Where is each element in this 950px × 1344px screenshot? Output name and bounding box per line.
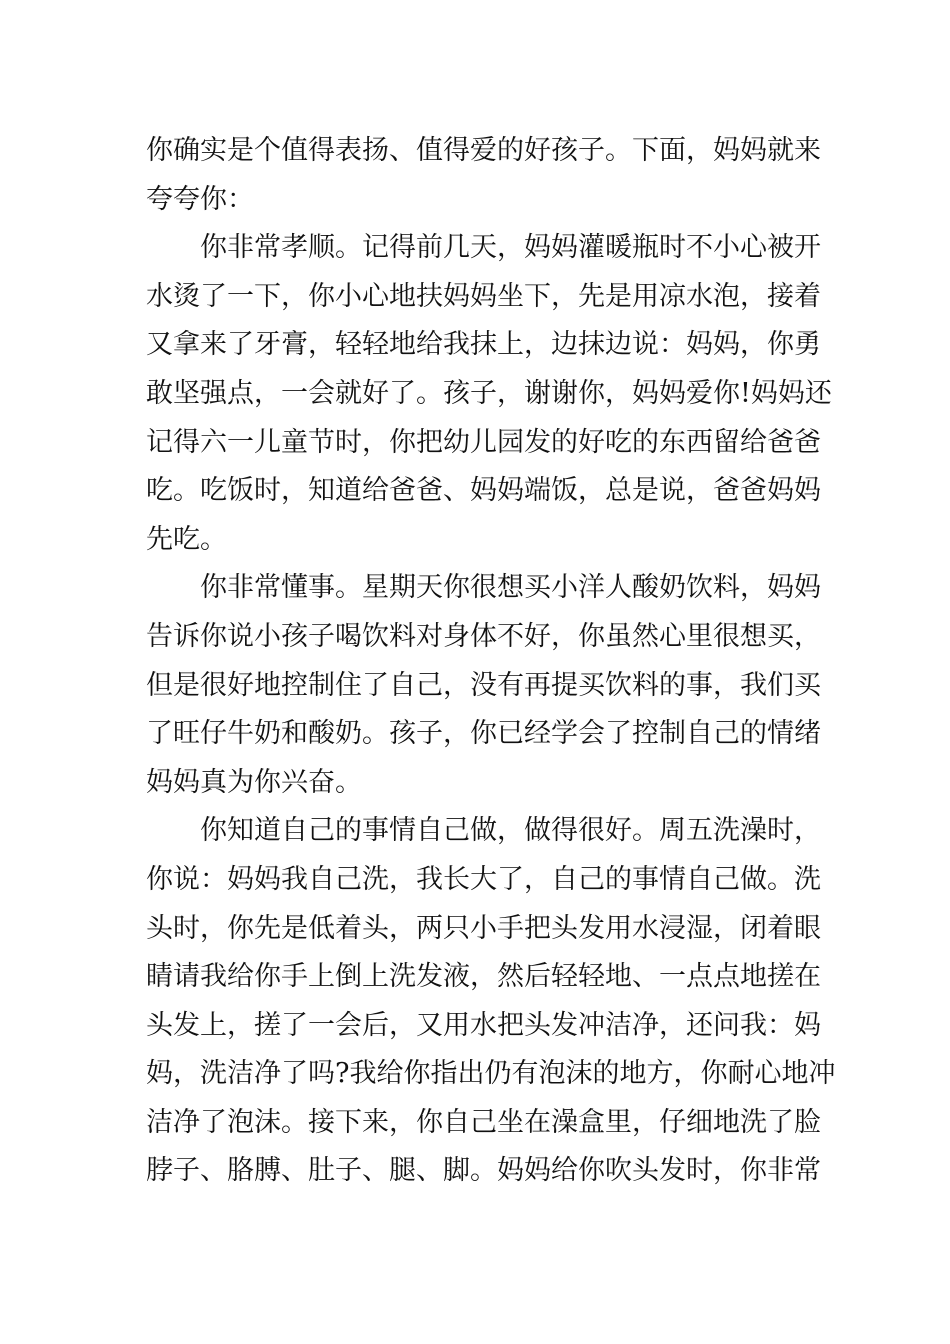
- text-line-content: 水烫了一下，你小心地扶妈妈坐下，先是用凉水泡，接着: [146, 280, 821, 312]
- text-line-content: 脖子、胳膊、肚子、腿、脚。妈妈给你吹头发时，你非常: [146, 1155, 821, 1187]
- text-line-content: 你确实是个值得表扬、值得爱的好孩子。下面，妈妈就来: [146, 135, 821, 166]
- document-body: [146, 127, 836, 1196]
- text-line: [146, 419, 821, 468]
- text-line: [146, 1099, 821, 1148]
- text-line: [146, 953, 821, 1002]
- text-line: [146, 759, 808, 808]
- text-line: [146, 321, 821, 370]
- text-line-content: 你非常懂事。星期天你很想买小洋人酸奶饮料，妈妈: [200, 572, 821, 604]
- text-line-content: 先吃。: [146, 523, 227, 555]
- text-line-content: 头时，你先是低着头，两只小手把头发用水浸湿，闭着眼: [146, 912, 821, 944]
- text-line-content: 妈妈真为你兴奋。: [146, 766, 362, 798]
- text-line-content: 吃。吃饭时，知道给爸爸、妈妈端饭，总是说，爸爸妈妈: [146, 475, 821, 507]
- text-line: [146, 807, 821, 856]
- text-line: [146, 613, 821, 662]
- text-line-content: 但是很好地控制住了自己，没有再提买饮料的事，我们买: [146, 669, 821, 701]
- text-line-content: 夸夸你：: [146, 183, 254, 215]
- text-line-content: 你非常孝顺。记得前几天，妈妈灌暖瓶时不小心被开: [200, 232, 821, 264]
- text-line: [146, 467, 821, 516]
- text-line: [146, 1002, 821, 1051]
- text-line: [146, 273, 821, 322]
- text-line-content: 睛请我给你手上倒上洗发液，然后轻轻地、一点点地搓在: [146, 961, 821, 993]
- text-line-content: 了旺仔牛奶和酸奶。孩子，你已经学会了控制自己的情绪: [146, 718, 821, 750]
- text-line-content: 洁净了泡沫。接下来，你自己坐在澡盒里，仔细地洗了脸: [146, 1106, 821, 1138]
- text-line-content: 又拿来了牙膏，轻轻地给我抹上，边抹边说：妈妈，你勇: [146, 329, 821, 361]
- text-line-content: 你知道自己的事情自己做，做得很好。周五洗澡时，: [200, 815, 821, 847]
- text-line: [146, 662, 821, 711]
- text-line-content: 妈，洗洁净了吗?我给你指出仍有泡沫的地方，你耐心地冲: [146, 1058, 836, 1090]
- text-line: [146, 710, 821, 759]
- text-line: [146, 224, 821, 273]
- text-line: [146, 127, 821, 176]
- text-line: [146, 564, 821, 613]
- text-line: [146, 370, 832, 419]
- text-line: [146, 516, 808, 565]
- text-line-content: 你说：妈妈我自己洗，我长大了，自己的事情自己做。洗: [146, 863, 821, 895]
- text-line: [146, 176, 808, 225]
- text-line-content: 敢坚强点，一会就好了。孩子，谢谢你，妈妈爱你!妈妈还: [146, 377, 832, 409]
- text-line-content: 告诉你说小孩子喝饮料对身体不好，你虽然心里很想买，: [146, 620, 821, 652]
- text-line: [146, 1147, 821, 1196]
- text-line-content: 头发上，搓了一会后，又用水把头发冲洁净，还问我：妈: [146, 1009, 821, 1041]
- text-line: [146, 856, 821, 905]
- text-line-content: 记得六一儿童节时，你把幼儿园发的好吃的东西留给爸爸: [146, 426, 821, 458]
- text-line: [146, 905, 821, 954]
- text-line: [146, 1050, 836, 1099]
